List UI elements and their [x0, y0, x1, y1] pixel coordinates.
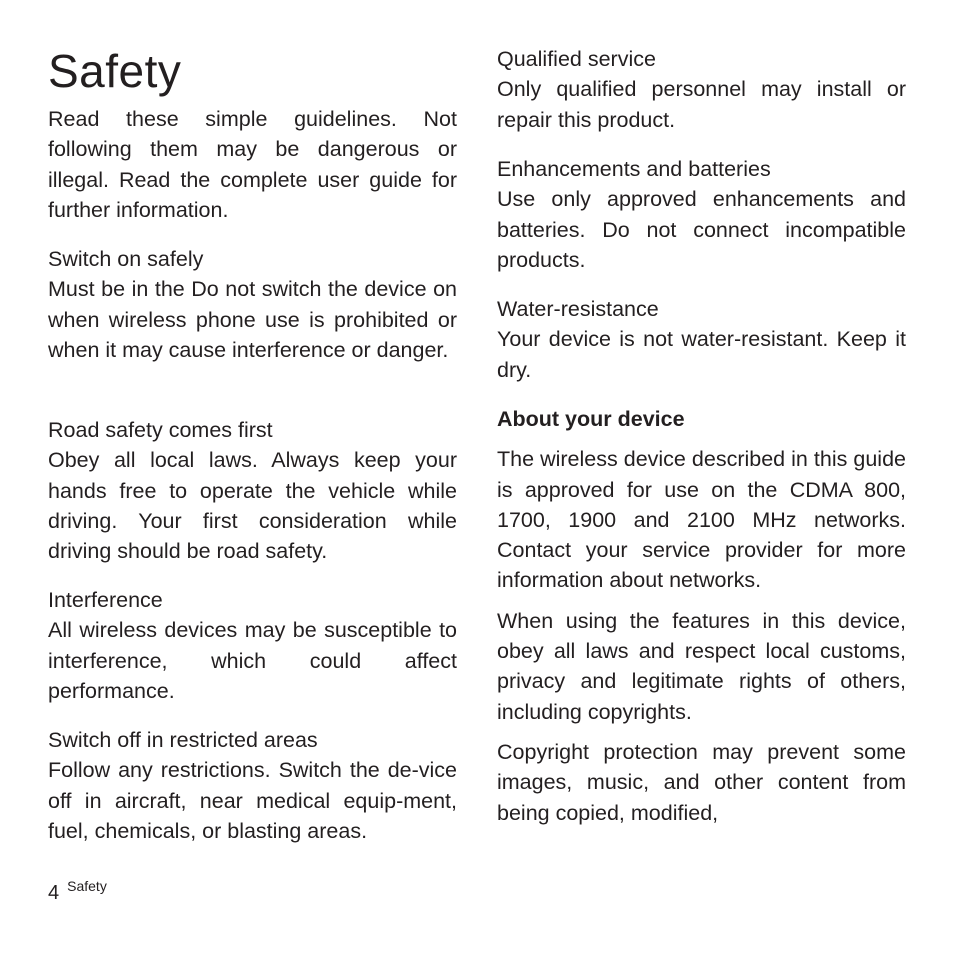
section-body: Must be in the Do not switch the device on when wireless phone use is prohibited or when it may cause interference or danger.: [48, 277, 457, 362]
intro-text: Read these simple guidelines. Not following them may be dangerous or illegal. Read the complete user guide for further information.: [48, 107, 457, 222]
section-about-device: [497, 404, 906, 838]
section-heading: Switch on safely: [48, 247, 204, 271]
section-heading: Interference: [48, 588, 163, 612]
section-road-safety: [48, 415, 457, 566]
section-body: Follow any restrictions. Switch the de-vice off in aircraft, near medical equip-ment, fuel, chemicals, or blasting areas.: [48, 758, 457, 843]
section-body: Only qualified personnel may install or repair this product.: [497, 77, 906, 132]
section-switch-on-safely: [48, 244, 457, 365]
about-paragraph: Copyright protection may prevent some images, music, and other content from being copied, modified,: [497, 739, 906, 825]
about-paragraph: When using the features in this device, obey all laws and respect local customs, privacy and legitimate rights of others, including copyrights.: [497, 608, 906, 724]
section-restricted-areas: [48, 725, 457, 846]
section-qualified-service: [497, 44, 906, 135]
section-heading: Water-resistance: [497, 297, 659, 321]
section-enhancements-batteries: [497, 154, 906, 275]
section-body: Your device is not water-resistant. Keep it dry.: [497, 327, 906, 382]
section-heading: About your device: [497, 407, 685, 431]
footer-section-label: Safety: [67, 878, 107, 894]
section-body: All wireless devices may be susceptible to interference, which could affect performance.: [48, 618, 457, 703]
page-title: Safety: [48, 45, 182, 97]
section-heading: Enhancements and batteries: [497, 157, 771, 181]
section-body: Obey all local laws. Always keep your hands free to operate the vehicle while driving. Your first consideration while driving should be road safety.: [48, 448, 457, 564]
section-heading: Road safety comes first: [48, 418, 273, 442]
section-body: Use only approved enhancements and batteries. Do not connect incompatible products.: [497, 187, 906, 272]
section-interference: [48, 585, 457, 706]
page-number: 4: [48, 882, 60, 904]
about-paragraph: The wireless device described in this guide is approved for use on the CDMA 800, 1700, 1900 and 2100 MHz networks. Contact your service provider for more information about networks.: [497, 447, 906, 593]
intro-paragraph: [48, 104, 457, 225]
section-heading: Qualified service: [497, 47, 656, 71]
page-footer: [48, 876, 107, 910]
section-water-resistance: [497, 294, 906, 385]
section-heading: Switch off in restricted areas: [48, 728, 318, 752]
